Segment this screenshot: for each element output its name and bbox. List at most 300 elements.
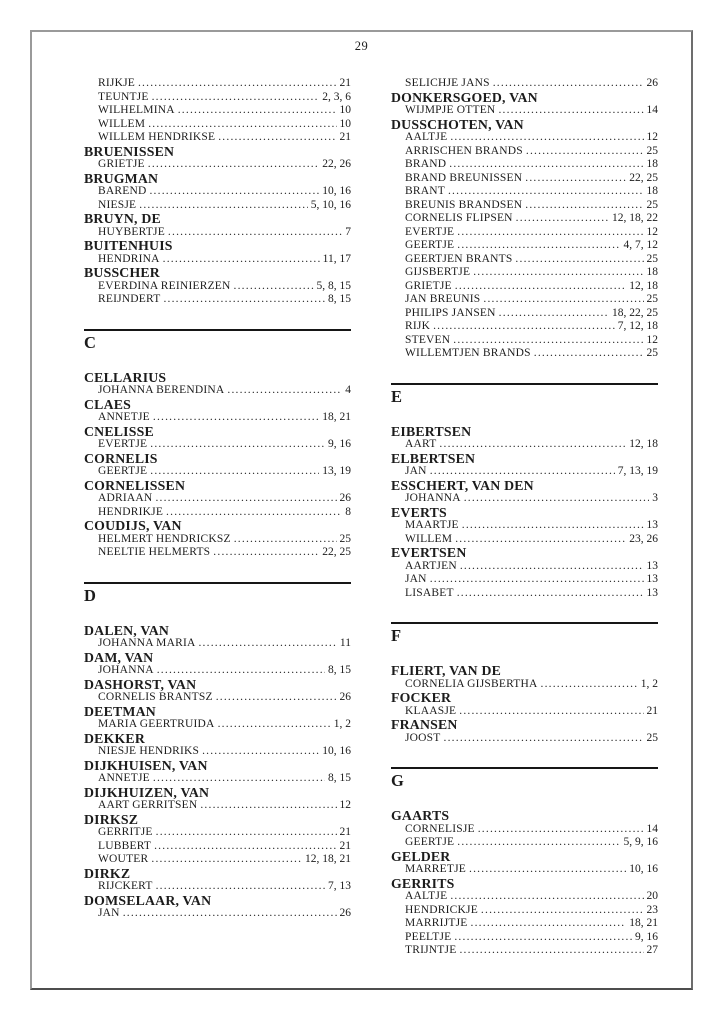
dot-leader: [156, 880, 325, 894]
dot-leader: [151, 853, 302, 867]
person-name: GEERTJE: [405, 836, 455, 848]
page-references: 13: [646, 519, 658, 531]
index-entry: [84, 907, 351, 921]
index-entry: [84, 853, 351, 867]
dot-leader: [473, 266, 643, 280]
page-references: 4: [345, 384, 351, 396]
dot-leader: [138, 77, 337, 91]
index-entry: [391, 732, 658, 746]
dot-leader: [455, 533, 626, 547]
index-entry: [391, 678, 658, 692]
index-entry: [391, 705, 658, 719]
index-entry: [391, 307, 658, 321]
page-references: 9, 16: [328, 438, 351, 450]
index-entry: [391, 334, 658, 348]
family-surname-heading: EVERTSEN: [391, 545, 467, 560]
dot-leader: [469, 863, 626, 877]
dot-leader: [218, 131, 336, 145]
person-name: BAREND: [98, 185, 147, 197]
page-references: 18: [646, 266, 658, 278]
page-references: 12: [646, 131, 658, 143]
page-references: 26: [646, 77, 658, 89]
person-name: WILHELMINA: [98, 104, 175, 116]
page-references: 10: [339, 104, 351, 116]
page-references: 8, 15: [328, 772, 351, 784]
index-columns: [84, 77, 658, 958]
family-surname-heading: DIRKSZ: [84, 811, 139, 827]
person-name: ANNETJE: [98, 772, 150, 784]
page-references: 8, 15: [328, 293, 351, 305]
dot-leader: [450, 890, 643, 904]
page-number: 29: [354, 39, 369, 53]
section-letter: C: [84, 332, 96, 352]
person-name: CORNELIS BRANTSZ: [98, 691, 213, 703]
family-surname-heading: BRUENISSEN: [84, 143, 175, 159]
page-references: 7, 13, 19: [617, 465, 658, 477]
index-entry: [84, 465, 351, 479]
dot-leader: [515, 253, 643, 267]
person-name: STEVEN: [405, 333, 451, 346]
dot-leader: [156, 826, 337, 840]
section-divider-c: [84, 329, 351, 352]
family-surname-heading: BRUGMAN: [84, 170, 159, 186]
index-entry: [391, 823, 658, 837]
person-name: LISABET: [405, 586, 454, 599]
index-entry: [84, 664, 351, 678]
index-entry: [391, 890, 658, 904]
page-references: 26: [339, 907, 351, 919]
index-entry: [84, 226, 351, 240]
index-entry: [391, 172, 658, 186]
dot-leader: [481, 904, 644, 918]
section-divider-f: [391, 622, 658, 645]
dot-leader: [455, 280, 626, 294]
dot-leader: [168, 226, 342, 240]
page-references: 18: [646, 158, 658, 170]
dot-leader: [213, 546, 319, 560]
person-name: HELMERT HENDRICKSZ: [98, 532, 231, 545]
page-references: 12, 18: [629, 279, 658, 292]
page-references: 13, 19: [322, 465, 351, 477]
page-references: 9, 16: [635, 930, 658, 943]
person-name: WILLEMTJEN BRANDS: [405, 347, 531, 359]
page-references: 25: [646, 347, 658, 359]
person-name: JOHANNA: [98, 664, 154, 676]
page-references: 18: [646, 185, 658, 197]
index-column-left: [84, 77, 351, 958]
person-name: KLAASJE: [405, 704, 457, 717]
section-divider-e: [391, 383, 658, 406]
person-name: NIESJE: [98, 198, 137, 211]
family-surname-heading: EIBERTSEN: [391, 423, 472, 439]
person-name: MARRIJTJE: [405, 917, 468, 929]
person-name: HENDRIKJE: [98, 505, 164, 518]
person-name: WILLEM: [405, 532, 453, 545]
index-column-right: [391, 77, 658, 958]
index-entry: [84, 772, 351, 786]
person-name: RIJKJE: [98, 77, 135, 89]
page-references: 20: [646, 890, 658, 902]
page-references: 21: [339, 77, 351, 89]
person-name: HENDRICKJE: [405, 903, 478, 916]
person-name: GERRITJE: [98, 826, 153, 838]
person-name: WIJMPJE OTTEN: [405, 104, 496, 116]
section-letter: F: [391, 626, 402, 645]
index-entry: [391, 239, 658, 253]
family-surname-heading: DIRKZ: [84, 865, 131, 881]
person-name: JOHANNA MARIA: [98, 637, 196, 649]
page-references: 5, 9, 16: [623, 836, 658, 848]
index-entry: [84, 718, 351, 732]
person-name: RIJCKERT: [98, 880, 153, 892]
dot-leader: [218, 718, 331, 732]
page-references: 26: [339, 492, 351, 504]
family-surname-heading: CLAES: [84, 396, 132, 412]
page-references: 23, 26: [629, 532, 658, 545]
index-entry: [84, 185, 351, 199]
dot-leader: [460, 560, 644, 574]
page-references: 10, 16: [322, 745, 351, 757]
index-entry: [391, 492, 658, 506]
dot-leader: [153, 772, 325, 786]
person-name: CORNELISJE: [405, 822, 475, 835]
index-entry: [391, 253, 658, 267]
document-page: [30, 30, 693, 990]
page-references: 25: [646, 252, 658, 265]
dot-leader: [154, 840, 336, 854]
index-entry: [391, 199, 658, 213]
person-name: CORNELIA GIJSBERTHA: [405, 677, 538, 690]
page-references: 2, 3, 6: [322, 90, 351, 103]
page-references: 14: [646, 104, 658, 116]
dot-leader: [149, 185, 319, 199]
person-name: AART: [405, 438, 437, 450]
person-name: EVERTJE: [98, 438, 148, 450]
dot-leader: [457, 226, 643, 240]
page-references: 25: [646, 731, 658, 744]
person-name: PHILIPS JANSEN: [405, 306, 496, 319]
person-name: JOHANNA BERENDINA: [98, 384, 225, 396]
index-entry: [84, 91, 351, 105]
family-surname-heading: DOMSELAAR, VAN: [84, 892, 212, 908]
page-references: 12: [646, 225, 658, 238]
index-entry: [391, 347, 658, 361]
dot-leader: [449, 158, 643, 172]
dot-leader: [139, 199, 307, 213]
person-name: JAN: [405, 573, 427, 585]
family-surname-heading: ESSCHERT, VAN DEN: [391, 477, 534, 493]
person-name: HENDRINA: [98, 252, 160, 265]
person-name: REIJNDERT: [98, 293, 161, 305]
dot-leader: [453, 334, 643, 348]
index-entry: [391, 533, 658, 547]
index-entry: [84, 293, 351, 307]
dot-leader: [153, 411, 319, 425]
page-references: 25: [646, 198, 658, 211]
page-references: 10: [339, 117, 351, 130]
index-entry: [84, 411, 351, 425]
family-surname-heading: CORNELIS: [84, 450, 158, 466]
person-name: WOUTER: [98, 853, 149, 865]
page-references: 21: [339, 839, 351, 852]
dot-leader: [148, 118, 336, 132]
dot-leader: [457, 587, 644, 601]
page-references: 8: [345, 505, 351, 518]
dot-leader: [454, 931, 632, 945]
index-entry: [84, 104, 351, 118]
page-references: 21: [339, 826, 351, 838]
dot-leader: [499, 307, 609, 321]
index-entry: [391, 320, 658, 334]
dot-leader: [430, 465, 615, 479]
family-surname-heading: DEKKER: [84, 730, 145, 746]
index-entry: [84, 691, 351, 705]
dot-leader: [234, 280, 314, 294]
index-entry: [391, 77, 658, 91]
index-entry: [84, 506, 351, 520]
person-name: MARIA GEERTRUIDA: [98, 718, 215, 730]
index-entry: [391, 212, 658, 226]
page-references: 18, 21: [629, 917, 658, 929]
page-references: 10, 16: [322, 185, 351, 197]
dot-leader: [152, 91, 320, 105]
person-name: WILLEM: [98, 117, 146, 130]
person-name: JAN: [405, 465, 427, 477]
person-name: AALTJE: [405, 131, 448, 143]
dot-leader: [216, 691, 337, 705]
person-name: WILLEM HENDRIKSE: [98, 131, 216, 143]
page-references: 13: [646, 586, 658, 599]
dot-leader: [478, 823, 644, 837]
person-name: MARRETJE: [405, 863, 467, 875]
page-references: 11, 17: [322, 252, 351, 265]
index-entry: [391, 293, 658, 307]
page-references: 5, 10, 16: [310, 198, 351, 211]
index-entry: [84, 840, 351, 854]
index-entry: [391, 158, 658, 172]
dot-leader: [198, 637, 336, 651]
person-name: CORNELIS FLIPSEN: [405, 212, 513, 224]
page-references: 1, 2: [333, 718, 351, 730]
section-divider-d: [84, 582, 351, 605]
section-letter: E: [391, 386, 403, 406]
section-divider-g: [391, 767, 658, 790]
person-name: BRANT: [405, 185, 445, 197]
section-letter: D: [84, 585, 96, 605]
page-references: 27: [646, 944, 658, 956]
family-surname-heading: CNELISSE: [84, 423, 154, 439]
person-name: GIJSBERTJE: [405, 266, 471, 278]
page-references: 3: [652, 492, 658, 504]
person-name: GEERTJE: [98, 465, 148, 477]
index-entry: [84, 880, 351, 894]
dot-leader: [471, 917, 627, 931]
person-name: NEELTIE HELMERTS: [98, 546, 211, 558]
family-surname-heading: CORNELISSEN: [84, 477, 186, 493]
person-name: TEUNTJE: [98, 90, 149, 103]
person-name: NIESJE HENDRIKS: [98, 745, 200, 757]
dot-leader: [150, 465, 319, 479]
index-entry: [391, 519, 658, 533]
dot-leader: [459, 944, 643, 958]
index-entry: [391, 944, 658, 958]
index-entry: [391, 836, 658, 850]
person-name: JOOST: [405, 731, 441, 744]
index-entry: [391, 438, 658, 452]
person-name: BREUNIS BRANDSEN: [405, 198, 523, 211]
index-entry: [391, 185, 658, 199]
person-name: JOHANNA: [405, 492, 461, 504]
person-name: LUBBERT: [98, 839, 152, 852]
dot-leader: [155, 492, 336, 506]
person-name: ADRIAAN: [98, 492, 153, 504]
index-entry: [84, 826, 351, 840]
dot-leader: [157, 664, 325, 678]
dot-leader: [483, 293, 643, 307]
family-surname-heading: GAARTS: [391, 808, 450, 823]
person-name: AART GERRITSEN: [98, 799, 198, 811]
person-name: JAN BREUNIS: [405, 293, 481, 305]
person-name: AARTJEN: [405, 559, 457, 572]
dot-leader: [525, 172, 626, 186]
index-entry: [84, 384, 351, 398]
family-surname-heading: GELDER: [391, 848, 451, 864]
index-entry: [84, 280, 351, 294]
page-references: 21: [646, 704, 658, 717]
dot-leader: [430, 573, 644, 587]
index-entry: [391, 465, 658, 479]
person-name: TRIJNTJE: [405, 944, 457, 956]
family-surname-heading: BUSSCHER: [84, 265, 160, 280]
page-references: 12, 18: [629, 438, 658, 450]
dot-leader: [202, 745, 319, 759]
page-references: 7: [345, 225, 351, 238]
family-surname-heading: DEETMAN: [84, 703, 156, 719]
page-references: 7, 12, 18: [617, 320, 658, 332]
family-surname-heading: DASHORST, VAN: [84, 676, 197, 692]
family-surname-heading: DIJKHUISEN, VAN: [84, 757, 208, 773]
index-entry: [391, 587, 658, 601]
index-entry: [84, 158, 351, 172]
dot-leader: [163, 293, 325, 307]
page-references: 8, 15: [328, 664, 351, 676]
dot-leader: [493, 77, 644, 91]
index-entry: [84, 546, 351, 560]
page-references: 25: [339, 532, 351, 545]
index-entry: [391, 280, 658, 294]
person-name: MAARTJE: [405, 519, 459, 531]
dot-leader: [457, 239, 620, 253]
index-entry: [391, 131, 658, 145]
page-references: 1, 2: [640, 677, 658, 690]
dot-leader: [457, 836, 620, 850]
dot-leader: [516, 212, 609, 226]
section-letter: G: [391, 771, 404, 790]
family-surname-heading: DALEN, VAN: [84, 622, 170, 638]
dot-leader: [541, 678, 638, 692]
dot-leader: [526, 145, 644, 159]
person-name: EVERTJE: [405, 225, 455, 238]
page-references: 10, 16: [629, 863, 658, 875]
family-surname-heading: DONKERSGOED, VAN: [391, 89, 538, 105]
page-references: 18, 22, 25: [612, 306, 658, 319]
family-surname-heading: BUITENHUIS: [84, 238, 173, 253]
person-name: BRAND BREUNISSEN: [405, 171, 523, 184]
page-references: 12: [646, 333, 658, 346]
person-name: GEERTJEN BRANTS: [405, 252, 513, 265]
family-surname-heading: COUDIJS, VAN: [84, 518, 182, 533]
page-references: 18, 21: [322, 411, 351, 423]
person-name: BRAND: [405, 158, 447, 170]
dot-leader: [525, 199, 643, 213]
dot-leader: [444, 732, 644, 746]
index-entry: [84, 533, 351, 547]
dot-leader: [462, 519, 644, 533]
index-entry: [391, 863, 658, 877]
dot-leader: [464, 492, 650, 506]
family-surname-heading: DUSSCHOTEN, VAN: [391, 116, 524, 132]
dot-leader: [534, 347, 644, 361]
index-entry: [391, 266, 658, 280]
person-name: AALTJE: [405, 890, 448, 902]
family-surname-heading: FOCKER: [391, 690, 452, 705]
index-entry: [391, 104, 658, 118]
family-surname-heading: DIJKHUIZEN, VAN: [84, 784, 210, 800]
page-references: 13: [646, 559, 658, 572]
index-entry: [84, 77, 351, 91]
family-surname-heading: DAM, VAN: [84, 649, 154, 665]
page-references: 5, 8, 15: [316, 279, 351, 292]
dot-leader: [148, 158, 319, 172]
person-name: JAN: [98, 907, 120, 919]
person-name: GRIETJE: [98, 158, 145, 170]
dot-leader: [498, 104, 643, 118]
index-entry: [84, 199, 351, 213]
page-references: 22, 26: [322, 158, 351, 170]
family-surname-heading: GERRITS: [391, 875, 455, 891]
dot-leader: [459, 705, 643, 719]
page-references: 25: [646, 293, 658, 305]
index-entry: [391, 560, 658, 574]
dot-leader: [200, 799, 336, 813]
family-surname-heading: EVERTS: [391, 504, 447, 520]
page-references: 13: [646, 573, 658, 585]
index-entry: [84, 118, 351, 132]
index-entry: [84, 438, 351, 452]
person-name: HUYBERTJE: [98, 225, 165, 238]
dot-leader: [227, 384, 342, 398]
person-name: RIJK: [405, 320, 431, 332]
index-entry: [84, 637, 351, 651]
page-references: 25: [646, 144, 658, 157]
index-entry: [84, 799, 351, 813]
page-references: 14: [646, 822, 658, 835]
index-entry: [391, 226, 658, 240]
person-name: SELICHJE JANS: [405, 77, 490, 89]
person-name: ANNETJE: [98, 411, 150, 423]
family-surname-heading: FRANSEN: [391, 717, 458, 732]
person-name: GEERTJE: [405, 239, 455, 251]
index-entry: [391, 573, 658, 587]
person-name: EVERDINA REINIERZEN: [98, 279, 231, 292]
dot-leader: [166, 506, 342, 520]
dot-leader: [123, 907, 337, 921]
page-references: 12, 18, 21: [305, 853, 351, 865]
page-references: 4, 7, 12: [623, 239, 658, 251]
index-entry: [84, 492, 351, 506]
page-references: 7, 13: [328, 880, 351, 892]
dot-leader: [433, 320, 615, 334]
